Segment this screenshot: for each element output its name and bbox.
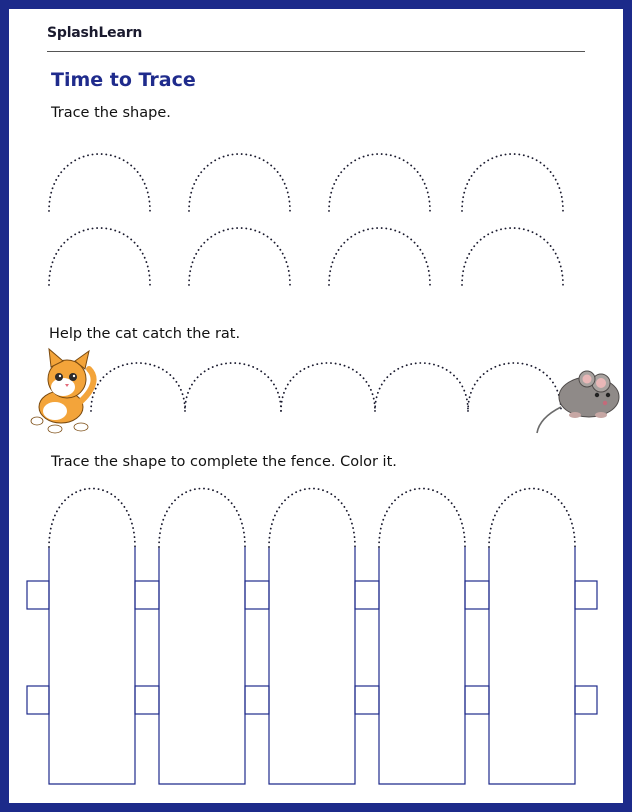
fence xyxy=(27,547,597,784)
fence-rail xyxy=(575,581,597,609)
fence-rail xyxy=(465,581,489,609)
fence-picket xyxy=(269,547,355,784)
fence-picket xyxy=(49,547,135,784)
page-title: Time to Trace xyxy=(51,69,196,91)
fence-rail xyxy=(465,686,489,714)
trace-arch xyxy=(189,228,290,285)
brand-logo: SplashLearn xyxy=(47,25,143,41)
cat-icon xyxy=(31,349,94,433)
fence-picket xyxy=(489,547,575,784)
fence-picket xyxy=(379,547,465,784)
fence-rail xyxy=(135,581,159,609)
arch-row-2 xyxy=(49,228,563,285)
trace-hump xyxy=(185,363,281,411)
instruction-fence: Trace the shape to complete the fence. Color it. xyxy=(51,454,397,470)
trace-hump xyxy=(281,363,375,411)
trace-arch xyxy=(462,154,563,211)
trace-arch xyxy=(49,154,150,211)
trace-arch xyxy=(329,154,430,211)
fence-rail xyxy=(135,686,159,714)
trace-picket-top xyxy=(269,489,355,548)
trace-hump xyxy=(91,363,185,411)
trace-arch xyxy=(189,154,290,211)
trace-picket-top xyxy=(49,489,135,548)
fence-picket xyxy=(159,547,245,784)
arch-row-1 xyxy=(49,154,563,211)
fence-rail xyxy=(245,581,269,609)
fence-rail xyxy=(355,686,379,714)
instruction-trace: Trace the shape. xyxy=(51,105,171,121)
rat-icon xyxy=(537,371,619,433)
trace-hump xyxy=(468,363,561,411)
cat-rat-path xyxy=(91,363,561,411)
fence-rail xyxy=(575,686,597,714)
fence-rail xyxy=(27,686,49,714)
trace-arch xyxy=(462,228,563,285)
trace-arch xyxy=(329,228,430,285)
fence-rail xyxy=(355,581,379,609)
trace-picket-top xyxy=(489,489,575,548)
trace-hump xyxy=(375,363,468,411)
worksheet xyxy=(9,9,623,803)
fence-picket-tops xyxy=(49,489,575,548)
trace-picket-top xyxy=(159,489,245,548)
fence-rail xyxy=(27,581,49,609)
trace-picket-top xyxy=(379,489,465,548)
fence-rail xyxy=(245,686,269,714)
tracing-artwork xyxy=(9,9,623,803)
trace-arch xyxy=(49,228,150,285)
instruction-cat: Help the cat catch the rat. xyxy=(49,326,241,342)
